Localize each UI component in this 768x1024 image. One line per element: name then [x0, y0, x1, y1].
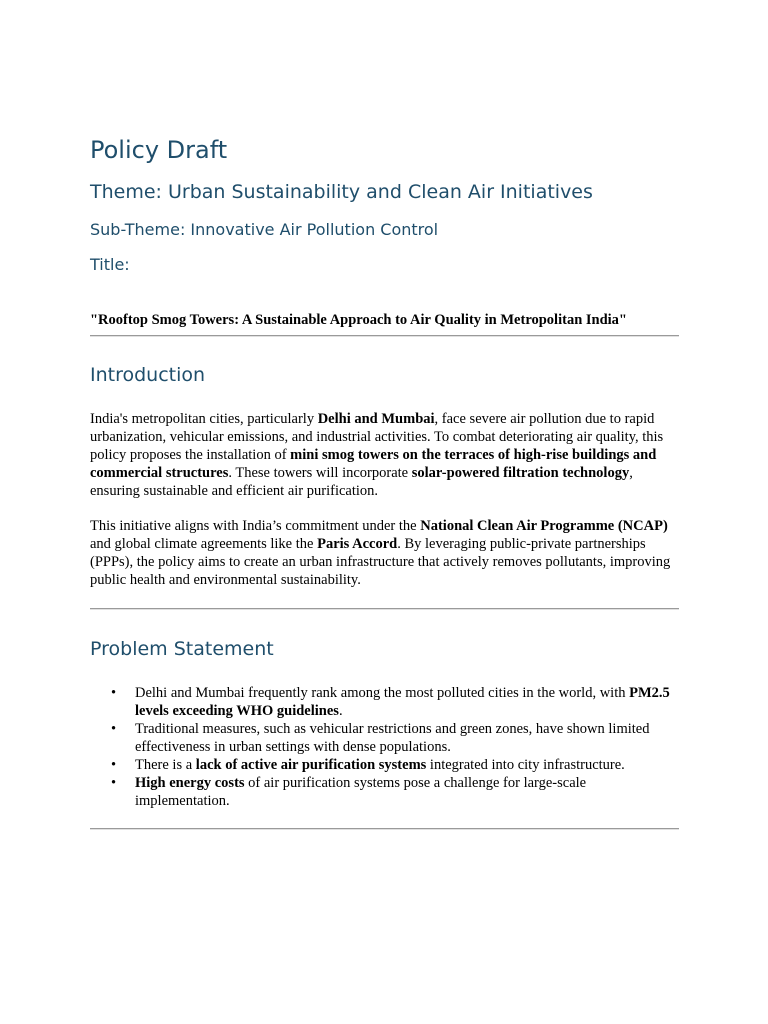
- bold-text: Paris Accord: [317, 536, 398, 552]
- theme-heading: Theme: Urban Sustainability and Clean Air Initiatives: [90, 181, 593, 203]
- bullet-icon: •: [111, 721, 117, 737]
- bullet-icon: •: [111, 757, 117, 773]
- introduction-paragraph-1: [90, 410, 679, 500]
- list-item: [90, 684, 679, 720]
- problem-statement-heading: Problem Statement: [90, 638, 274, 660]
- text-run: This initiative aligns with India’s commitment under the: [90, 518, 421, 534]
- sub-theme-heading: Sub-Theme: Innovative Air Pollution Control: [90, 220, 439, 239]
- title-label: Title:: [90, 255, 130, 274]
- bold-text: High energy costs: [135, 775, 245, 791]
- text-run: integrated into city infrastructure.: [426, 757, 625, 773]
- doc-type-heading: Policy Draft: [90, 136, 228, 164]
- text-run: Traditional measures, such as vehicular restrictions and green zones, have shown limited effectiveness in urban settings with dense populations.: [135, 721, 650, 755]
- bullet-icon: •: [111, 775, 117, 791]
- bold-text: National Clean Air Programme (NCAP): [420, 518, 668, 534]
- text-run: There is a: [135, 757, 196, 773]
- text-run: . By leveraging public-private partnerships (PPPs), the policy aims to create an urban infrastructure that actively removes pollutants, improving public health and environmental sustainability.: [90, 536, 671, 588]
- introduction-heading: Introduction: [90, 364, 206, 386]
- bold-text: Delhi and Mumbai: [317, 411, 435, 427]
- bold-text: lack of active air purification systems: [195, 757, 427, 773]
- introduction-paragraph-2: [90, 517, 679, 589]
- divider: [90, 608, 679, 610]
- bold-text: PM2.5 levels exceeding WHO guidelines: [135, 685, 670, 719]
- text-run: , ensuring sustainable and efficient air purification.: [90, 465, 633, 499]
- divider: [90, 828, 679, 830]
- list-item: [90, 720, 679, 756]
- bold-text: solar-powered filtration technology: [411, 465, 630, 481]
- list-item: [90, 774, 679, 810]
- problem-statement-list: [90, 684, 679, 810]
- text-run: Delhi and Mumbai frequently rank among the most polluted cities in the world, with: [135, 685, 630, 701]
- text-run: of air purification systems pose a challenge for large-scale implementation.: [135, 775, 587, 809]
- bullet-icon: •: [111, 685, 117, 701]
- bold-text: mini smog towers on the terraces of high-rise buildings and commercial structures: [90, 447, 657, 481]
- divider: [90, 335, 679, 337]
- text-run: .: [338, 703, 343, 719]
- text-run: , face severe air pollution due to rapid urbanization, vehicular emissions, and industrial activities. To combat deteriorating air quality, this policy proposes the installation of: [90, 411, 664, 463]
- list-item: [90, 756, 679, 774]
- policy-title: "Rooftop Smog Towers: A Sustainable Approach to Air Quality in Metropolitan India": [90, 311, 627, 328]
- text-run: . These towers will incorporate: [228, 465, 412, 481]
- text-run: and global climate agreements like the: [90, 536, 318, 552]
- text-run: India's metropolitan cities, particularly: [90, 411, 318, 427]
